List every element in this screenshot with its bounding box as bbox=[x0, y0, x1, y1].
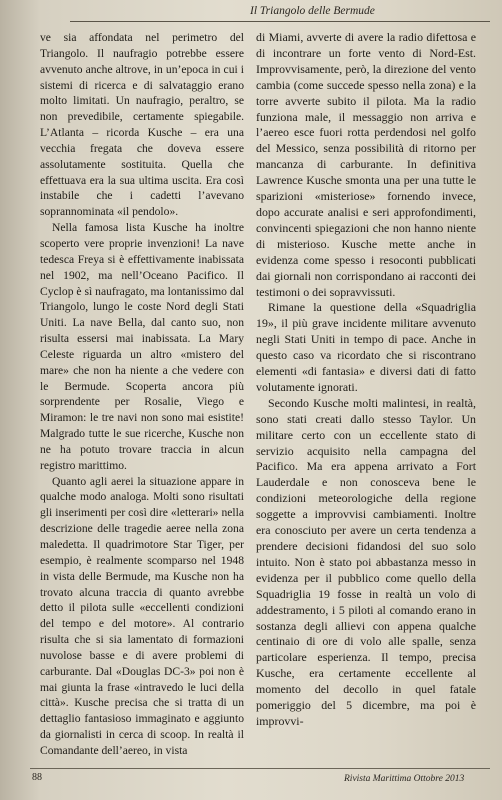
right-column bbox=[256, 30, 476, 750]
running-title: Il Triangolo delle Bermude bbox=[250, 5, 375, 17]
paragraph: di Miami, avverte di avere la radio difettosa e di incontrare un forte vento di Nord-Est. Improvvisamente, però, la direzione del vento cambia (come succede spesso nella zona) e la torre avverte subito il pilota. Ma la radio funziona male, il messaggio non arriva e l’aereo esce fuori rotta perdendosi nel golfo del Messico, senza possibilità di ritorno per mancanza di carburante. In definitiva Lawrence Kusche smonta una per una tutte le sparizioni «misteriose» fornendo invece, dopo accurate analisi e seri approfondimenti, convincenti spiegazioni che non hanno niente di misterioso. Kusche mette anche in evidenza come spesso i resoconti pubblicati dai giornali non corrispondano ai racconti dei testimoni o dei sopravvissuti. bbox=[256, 30, 476, 299]
page-number: 88 bbox=[32, 772, 42, 783]
paragraph: ve sia affondata nel perimetro del Triangolo. Il naufragio potrebbe essere avvenuto anche altrove, in un’epoca in cui i sistemi di ricerca e di salvataggio erano molto limitati. Un naufragio, peraltro, se non prevedibile, certamente spiegabile. L’Atlanta – ricorda Kusche – era una vecchia fregata che doveva essere assolutamente sostituita. Quella che effettuava era la sua ultima uscita. Era così instabile che i cadetti l’avevano soprannominata «il pendolo». bbox=[40, 31, 244, 219]
paragraph: Quanto agli aerei la situazione appare in qualche modo analoga. Molti sono risultati gli inserimenti per così dire «letterari» nella descrizione delle tragedie aeree nella zona maledetta. Il quadrimotore Star Tiger, per esempio, è realmente scomparso nel 1948 in vista delle Bermude, ma Kusche non ha trovato alcuna traccia di quanto avrebbe detto il pilota sulle «eccellenti condizioni del tempo e del motore». Al contrario risulta che si sia lamentato di formazioni nuvolose basse e di avere problemi di carburante. Dal «Douglas DC-3» poi non è mai giunta la frase «intravedo le luci della città». Kusche precisa che si tratta di un dettaglio fantasioso immaginato e aggiunto da giornalisti in cerca di scoop. In realtà il Comandante dell’aereo, in vista bbox=[40, 474, 244, 757]
left-column bbox=[40, 30, 244, 757]
header-rule bbox=[70, 21, 490, 22]
journal-footer: Rivista Marittima Ottobre 2013 bbox=[344, 774, 465, 784]
paragraph: Secondo Kusche molti malintesi, in realtà, sono stati creati dallo stesso Taylor. Un militare certo con un eccellente stato di servizio acquisito nella campagna del Pacifico. Ma era appena arrivato a Fort Lauderdale e non conosceva bene le condizioni meteorologiche della regione soggette a improvvisi cambiamenti. Inoltre era conosciuto per avere un certa tendenza a prendere decisioni fidandosi del suo solo intuito. Non è stato poi abbastanza messo in evidenza per il pubblico come quello della Squadriglia 19 fosse in realtà un volo di addestramento, i 5 piloti al comando erano in sostanza degli allievi con appena qualche centinaio di ore di volo alle spalle, senza particolare esperienza. Il tempo, precisa Kusche, era certamente eccellente al momento del decollo in quel fatale pomeriggio del 5 dicembre, ma poi è improvvi- bbox=[256, 395, 476, 728]
paragraph: Rimane la questione della «Squadriglia 19», il più grave incidente militare avvenuto negli Stati Uniti in tempo di pace. Anche in questo caso va ricordato che si riscontrano elementi «di fantasia» e diversi dati di fatto volutamente ignorati. bbox=[256, 300, 476, 394]
footer-rule bbox=[30, 768, 490, 769]
paragraph: Nella famosa lista Kusche ha inoltre scoperto vere proprie invenzioni! La nave tedesca Freya si è effettivamente inabissata nel 1902, ma nell’Oceano Pacifico. Il Cyclop è sì naufragato, ma lontanissimo dal Triangolo, lungo le coste Nord degli Stati Uniti. La nave Bella, dal canto suo, non risulta essersi mai inabissata. La Mary Celeste riguarda un altro «mistero del mare» che non ha niente a che vedere con le Bermude. Scoperta ancora più sorprendente per Rosalie, Viego e Miramon: le tre navi non sono mai esistite! Malgrado tutte le sue ricerche, Kusche non ne ha potuto trovare traccia in alcun registro marittimo. bbox=[40, 221, 244, 472]
